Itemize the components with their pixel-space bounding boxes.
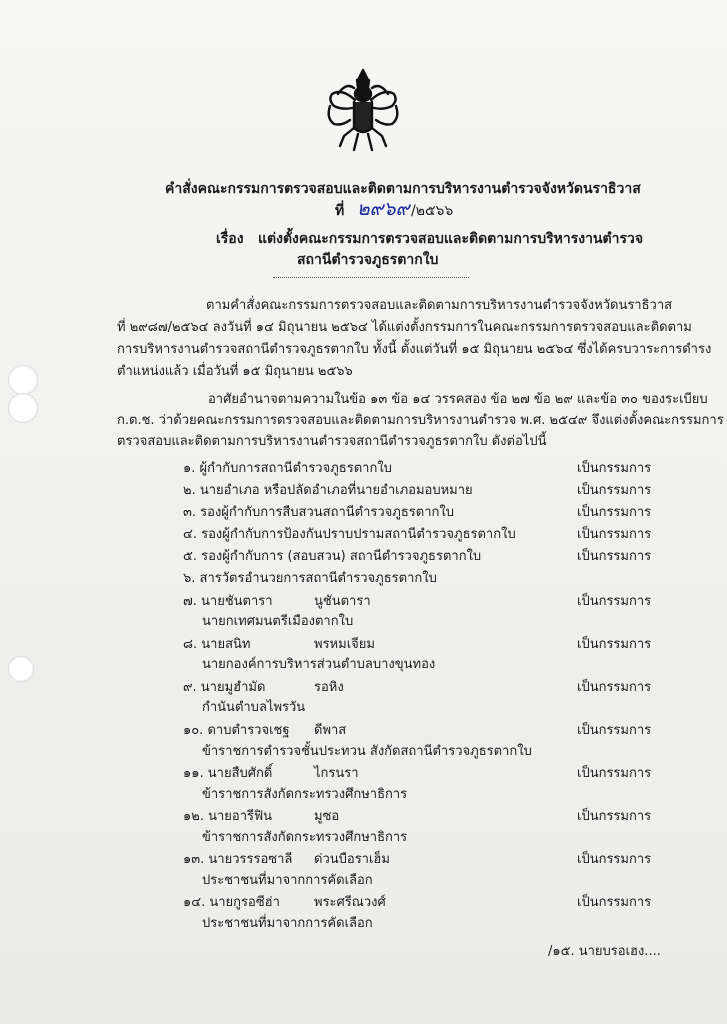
member-label: ๑. ผู้กำกับการสถานีตำรวจภูธรตากใบ (183, 461, 392, 476)
member-surname: ไกรนรา (314, 766, 359, 781)
member-label: ๑๐. ดาบตำรวจเชฐ (183, 723, 290, 738)
member-detail: นายกองค์การบริหารส่วนตำบลบางขุนทอง (202, 657, 436, 672)
member-detail: นายกเทศมนตรีเมืองตากใบ (202, 614, 354, 629)
paragraph1-line: การบริหารงานตำรวจสถานีตำรวจภูธรตากใบ ทั้งนี้ ตั้งแต่วันที่ ๑๕ มิถุนายน ๒๕๖๔ ซึ่งได้ครบวาระการดำรง (117, 342, 712, 357)
garuda-emblem-icon (324, 66, 402, 154)
member-surname: นูชันตารา (314, 594, 371, 609)
member-label: ๖. สารวัตรอำนวยการสถานีตำรวจภูธรตากใบ (183, 571, 437, 586)
member-label: ๑๑. นายสืบศักดิ์ (183, 766, 273, 781)
member-label: ๑๒. นายอารีฟิน (183, 809, 273, 824)
member-detail: ประชาชนที่มาจากการคัดเลือก (202, 916, 373, 931)
member-role: เป็นกรรมการ (577, 483, 652, 498)
punch-hole-bottom (8, 393, 38, 423)
member-role: เป็นกรรมการ (577, 723, 652, 738)
member-label: ๙. นายมูฮำมัด (183, 680, 266, 695)
subject-line-2: สถานีตำรวจภูธรตากใบ (297, 252, 439, 268)
member-surname: พรหมเจียม (314, 637, 375, 652)
member-detail: กำนันตำบลไพรวัน (202, 700, 306, 715)
punch-hole-top (8, 365, 38, 395)
paragraph2-line: ก.ต.ช. ว่าด้วยคณะกรรมการตรวจสอบและติดตามการบริหารงานตำรวจ พ.ศ. ๒๕๔๙ จึงแต่งตั้งคณะกรรมการ (117, 413, 724, 428)
paragraph1-line: ตามคำสั่งคณะกรรมการตรวจสอบและติดตามการบริหารงานตำรวจจังหวัดนราธิวาส (206, 298, 673, 313)
member-role: เป็นกรรมการ (577, 895, 652, 910)
member-role: เป็นกรรมการ (577, 766, 652, 781)
member-surname: ด่วนบือราเฮ็ม (314, 852, 390, 867)
subject-label: เรื่อง (216, 231, 244, 247)
member-label: ๔. รองผู้กำกับการป้องกันปราบปรามสถานีตำรวจภูธรตากใบ (183, 527, 516, 542)
member-detail: ข้าราชการตำรวจชั้นประทวน สังกัดสถานีตำรวจภูธรตากใบ (202, 744, 532, 759)
member-role: เป็นกรรมการ (577, 549, 652, 564)
page-continuation: /๑๕. นายบรอเฮง.... (548, 944, 661, 959)
member-detail: ข้าราชการสังกัดกระทรวงศึกษาธิการ (202, 830, 408, 845)
order-number-handwritten: ๒๙๖๙ (357, 198, 410, 220)
member-role: เป็นกรรมการ (577, 505, 652, 520)
member-surname: มูซอ (314, 809, 340, 824)
member-label: ๘. นายสนิท (183, 637, 251, 652)
member-surname: รอหิง (314, 680, 344, 695)
punch-hole-lower (8, 656, 34, 682)
paragraph2-line: อาศัยอำนาจตามความในข้อ ๑๓ ข้อ ๑๔ วรรคสอง ข้อ ๒๗ ข้อ ๒๙ และข้อ ๓๐ ของระเบียบ (208, 392, 708, 407)
paragraph1-line: ตำแหน่งแล้ว เมื่อวันที่ ๑๕ มิถุนายน ๒๕๖๖ (117, 364, 353, 379)
member-surname: ดีพาส (314, 723, 347, 738)
member-label: ๑๓. นายวรรรอซาลี (183, 852, 293, 867)
member-detail: ประชาชนที่มาจากการคัดเลือก (202, 873, 373, 888)
member-label: ๕. รองผู้กำกับการ (สอบสวน) สถานีตำรวจภูธรตากใบ (183, 549, 482, 564)
member-role: เป็นกรรมการ (577, 809, 652, 824)
paragraph2-line: ตรวจสอบและติดตามการบริหารงานตำรวจสถานีตำรวจภูธรตากใบ ดังต่อไปนี้ (117, 434, 547, 449)
member-role: เป็นกรรมการ (577, 527, 652, 542)
member-role: เป็นกรรมการ (577, 852, 652, 867)
member-role: เป็นกรรมการ (577, 680, 652, 695)
member-role: เป็นกรรมการ (577, 461, 652, 476)
order-title: คำสั่งคณะกรรมการตรวจสอบและติดตามการบริหารงานตำรวจจังหวัดนราธิวาส (165, 181, 641, 197)
subject-line-1: แต่งตั้งคณะกรรมการตรวจสอบและติดตามการบริหารงานตำรวจ (258, 231, 644, 247)
member-label: ๒. นายอำเภอ หรือปลัดอำเภอที่นายอำเภอมอบหมาย (183, 483, 473, 498)
member-label: ๑๔. นายกูรอซีฮ่า (183, 895, 280, 910)
member-role: เป็นกรรมการ (577, 594, 652, 609)
member-surname: พระศรีณวงศ์ (314, 895, 386, 910)
member-detail: ข้าราชการสังกัดกระทรวงศึกษาธิการ (202, 787, 408, 802)
order-year: /๒๕๖๖ (411, 203, 454, 219)
member-label: ๓. รองผู้กำกับการสืบสวนสถานีตำรวจภูธรตากใบ (183, 505, 454, 520)
paragraph1-line: ที่ ๒๙๘๗/๒๕๖๔ ลงวันที่ ๑๔ มิถุนายน ๒๕๖๔ ได้แต่งตั้งกรรมการในคณะกรรมการตรวจสอบและติดตาม (117, 320, 692, 335)
member-role: เป็นกรรมการ (577, 637, 652, 652)
separator-dotted-line (273, 277, 469, 278)
member-label: ๗. นายชันตารา (183, 594, 273, 609)
order-number-prefix: ที่ (335, 203, 345, 219)
